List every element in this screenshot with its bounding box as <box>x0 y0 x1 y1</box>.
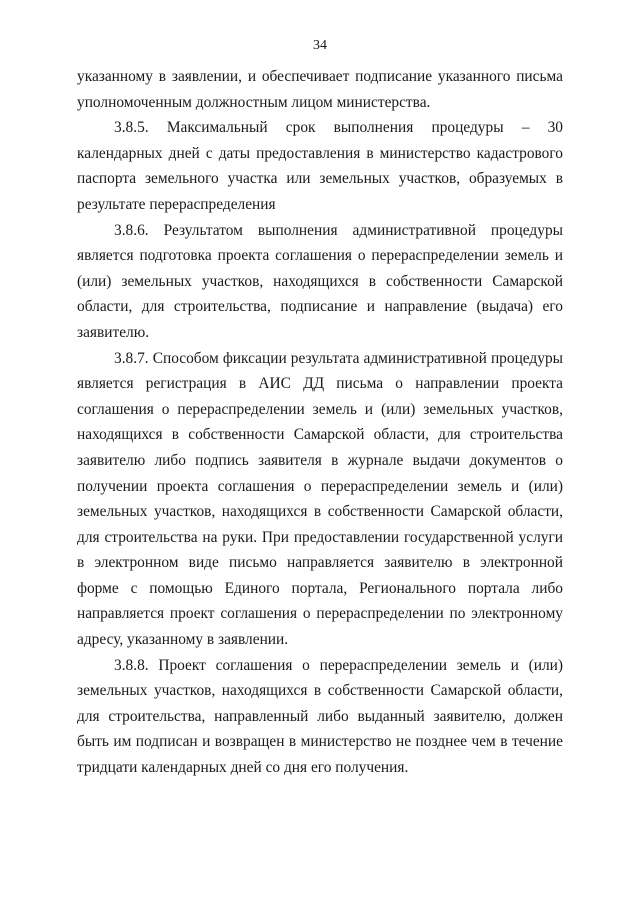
document-body <box>77 64 563 781</box>
paragraph-continuation: указанному в заявлении, и обеспечивает подписание указанного письма уполномоченным должностным лицом министерства. <box>77 68 563 111</box>
paragraph-3-8-5: 3.8.5. Максимальный срок выполнения процедуры – 30 календарных дней с даты предоставления в министерство кадастрового паспорта земельного участка или земельных участков, образуемых в результате перераспределения <box>77 119 563 213</box>
paragraph-3-8-8: 3.8.8. Проект соглашения о перераспределении земель и (или) земельных участков, находящихся в собственности Самарской области, для строительства, направленный либо выданный заявителю, должен быть им подписан и возвращен в министерство не позднее чем в течение тридцати календарных дней со дня его получения. <box>77 656 563 777</box>
page-number: 34 <box>313 38 327 53</box>
paragraph-3-8-6: 3.8.6. Результатом выполнения административной процедуры является подготовка проекта соглашения о перераспределении земель и (или) земельных участков, находящихся в собственности Самарской области, для строительства, подписание и направление (выдача) его заявителю. <box>77 221 563 341</box>
paragraph-3-8-7: 3.8.7. Способом фиксации результата административной процедуры является регистрация в АИС ДД письма о направлении проекта соглашения о перераспределении земель и (или) земельных участков, находящихся в собственности Самарской области, для строительства заявителю либо подпись заявителя в журнале выдачи документов о получении проекта соглашения о перераспределении земель и (или) земельных участков, находящихся в собственности Самарской области, для строительства на руки. При предоставлении государственной услуги в электронном виде письмо направляется заявителю в электронной форме с помощью Единого портала, Регионального портала либо направляется проект соглашения о перераспределении по электронному адресу, указанному в заявлении. <box>77 349 563 649</box>
